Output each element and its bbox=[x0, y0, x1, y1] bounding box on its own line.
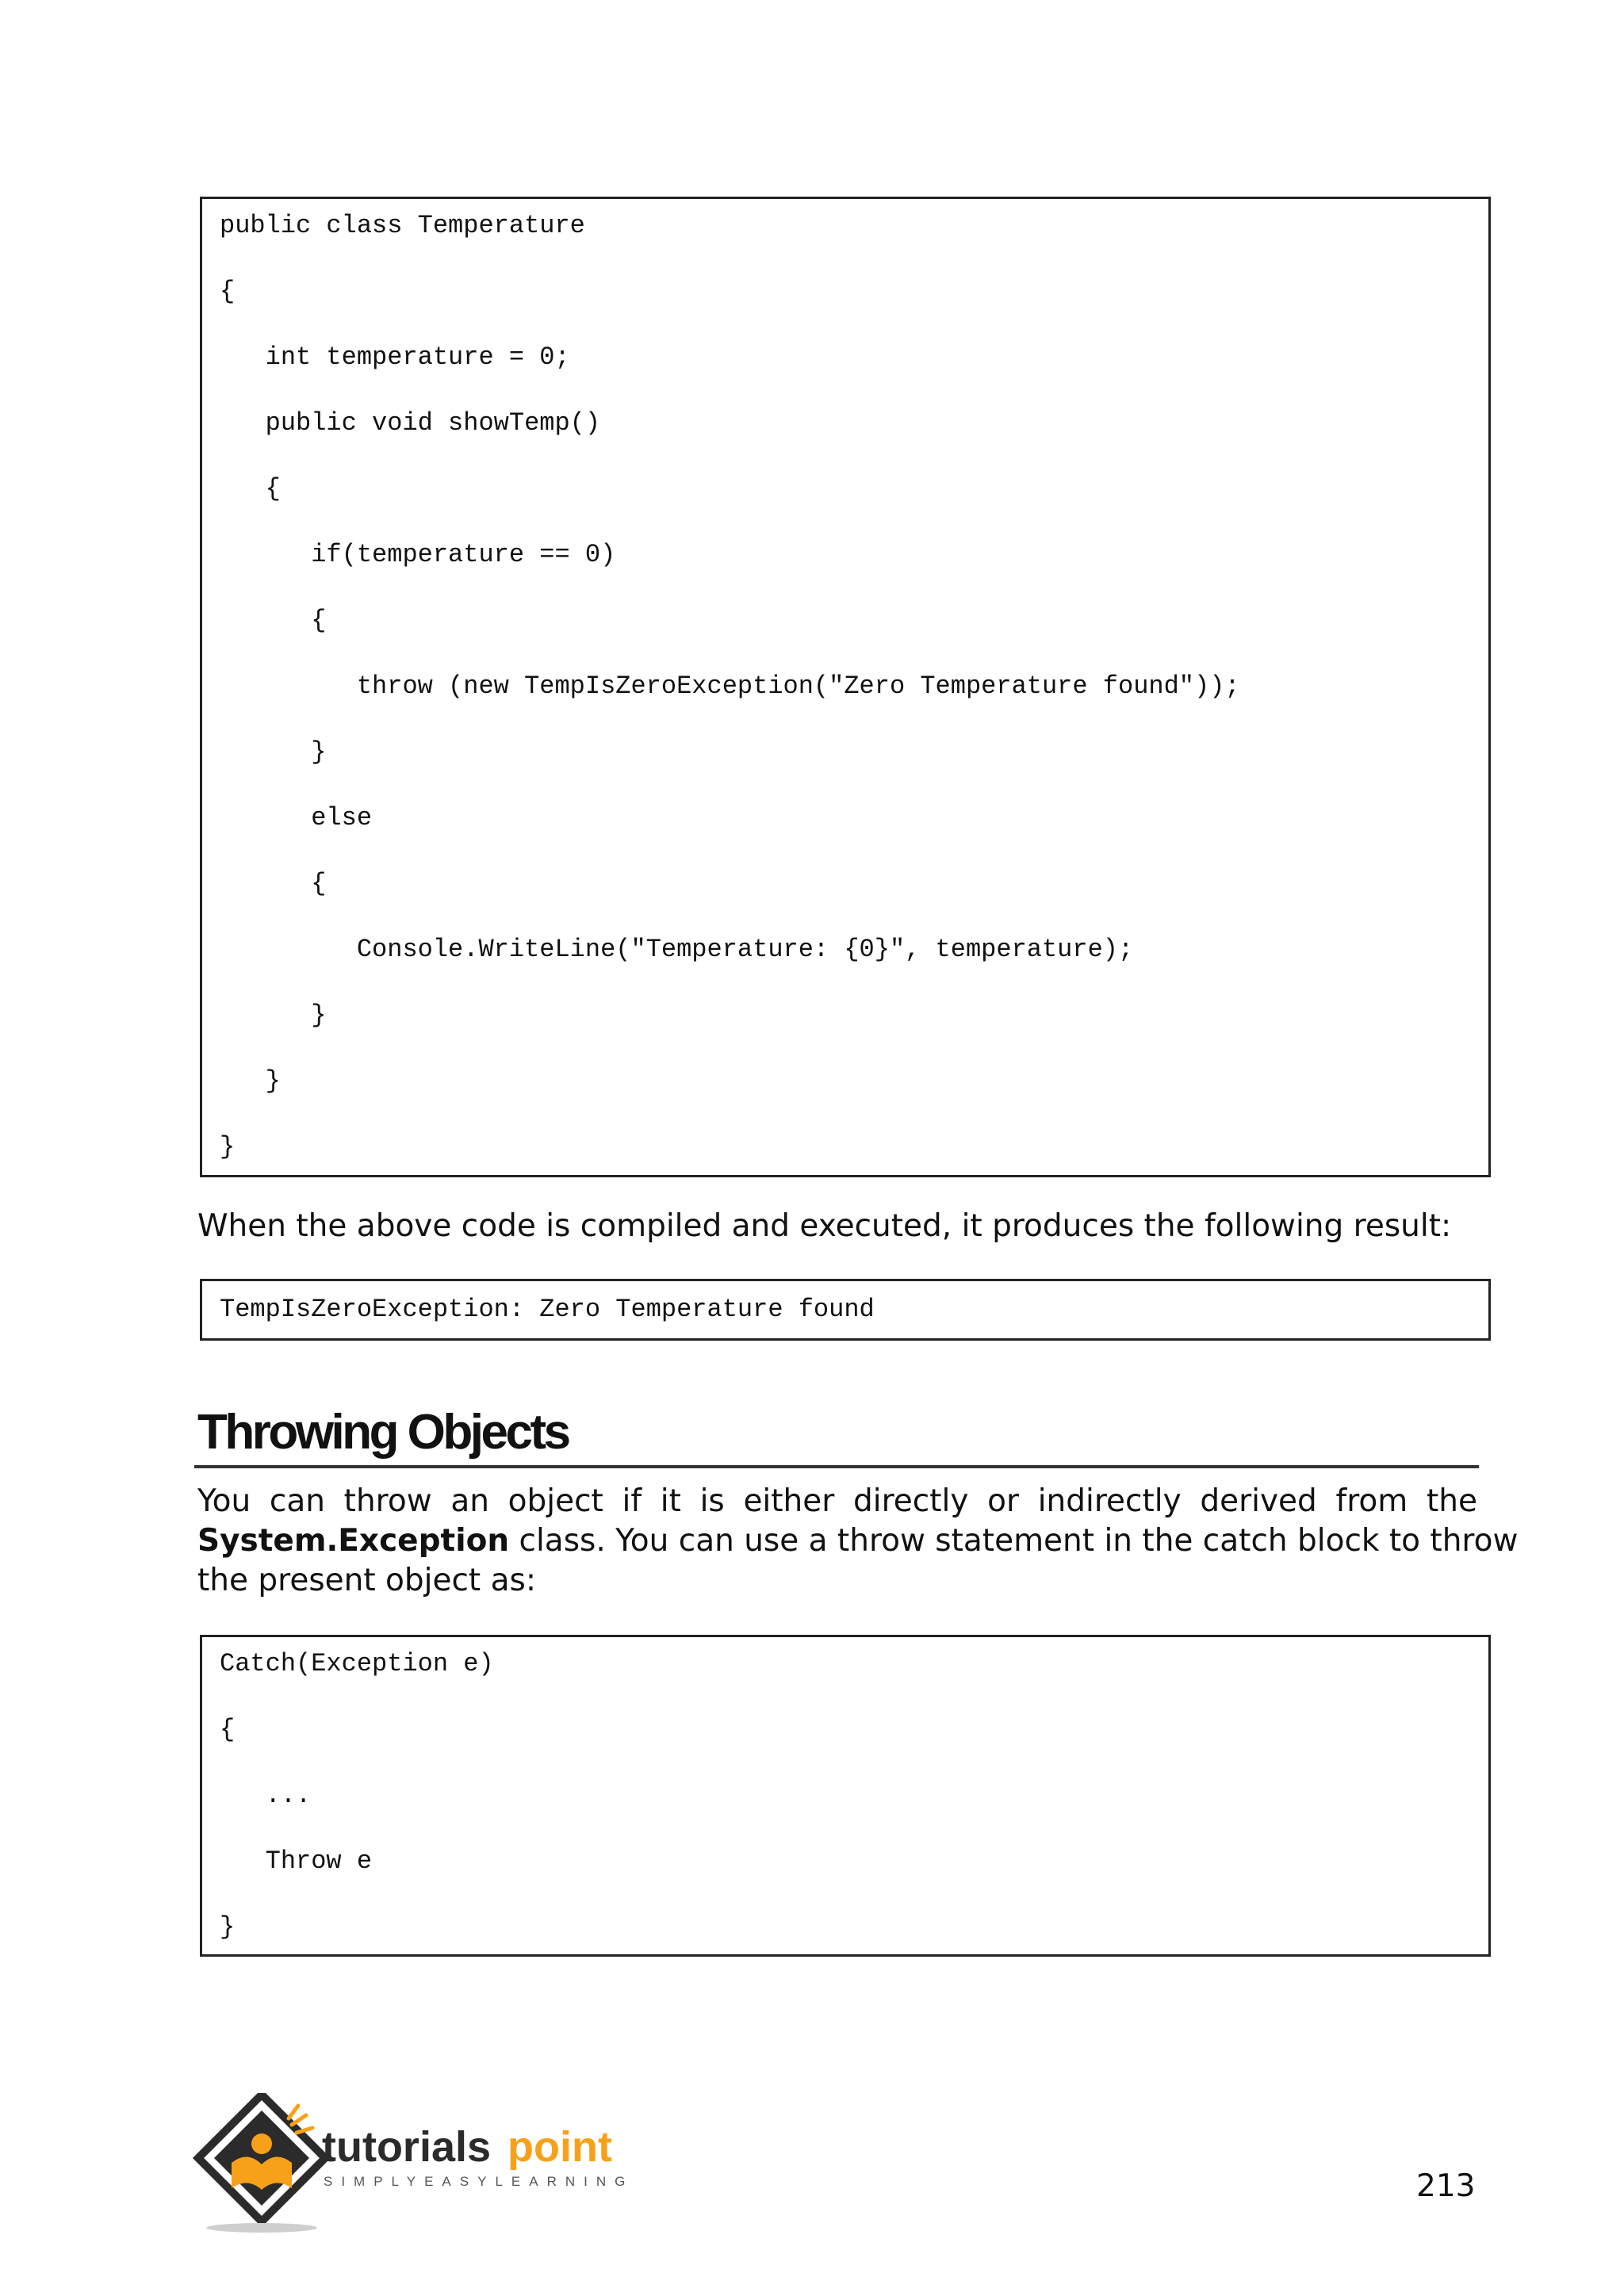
code-line: } bbox=[220, 1132, 236, 1161]
code-line: Console.WriteLine("Temperature: {0}", temperature); bbox=[220, 935, 1134, 964]
section-heading: Throwing Objects bbox=[197, 1405, 569, 1460]
word: object bbox=[508, 1483, 603, 1519]
code-line: int temperature = 0; bbox=[220, 342, 570, 372]
word: either bbox=[743, 1483, 835, 1519]
section-paragraph bbox=[197, 1482, 1519, 1601]
code-line: Throw e bbox=[220, 1846, 373, 1876]
paragraph-line-1 bbox=[197, 1482, 1477, 1521]
paragraph-line-2 bbox=[197, 1521, 1519, 1561]
tutorialspoint-logo bbox=[190, 2093, 650, 2236]
result-intro-text: When the above code is compiled and executed, it produces the following result: bbox=[197, 1208, 1452, 1244]
word: from bbox=[1335, 1483, 1408, 1519]
code-line: public class Temperature bbox=[220, 211, 585, 240]
code-line: { bbox=[220, 869, 327, 898]
code-block-output bbox=[200, 1279, 1491, 1341]
word: or bbox=[987, 1483, 1020, 1519]
word: You bbox=[197, 1483, 251, 1519]
word: is bbox=[699, 1483, 725, 1519]
heading-underline bbox=[194, 1465, 1479, 1468]
word: it bbox=[660, 1483, 681, 1519]
paragraph-line-3: the present object as: bbox=[197, 1563, 536, 1598]
logo-person-icon bbox=[251, 2133, 272, 2154]
code-line: public void showTemp() bbox=[220, 408, 601, 438]
code-line: } bbox=[220, 1001, 327, 1030]
code-line: { bbox=[220, 277, 236, 306]
code-line: } bbox=[220, 737, 327, 767]
word: can bbox=[269, 1483, 325, 1519]
code-block-catch bbox=[200, 1635, 1491, 1957]
word: derived bbox=[1200, 1483, 1317, 1519]
code-line: TempIsZeroException: Zero Temperature found bbox=[220, 1295, 875, 1324]
word: directly bbox=[853, 1483, 969, 1519]
code-line: throw (new TempIsZeroException("Zero Temperature found")); bbox=[220, 672, 1240, 701]
code-line: else bbox=[220, 803, 373, 832]
logo-wordmark-main: tutorials bbox=[322, 2123, 492, 2171]
word: the bbox=[1426, 1483, 1477, 1519]
class-name-bold: System.Exception bbox=[197, 1523, 510, 1559]
code-line: { bbox=[220, 1715, 236, 1744]
word: indirectly bbox=[1037, 1483, 1182, 1519]
code-line: ... bbox=[220, 1781, 312, 1810]
logo-shadow bbox=[206, 2223, 317, 2233]
code-line: if(temperature == 0) bbox=[220, 540, 616, 569]
code-line: } bbox=[220, 1066, 281, 1096]
word: if bbox=[622, 1483, 642, 1519]
logo-wordmark-accent: point bbox=[508, 2123, 612, 2171]
paragraph-line-2-rest: class. You can use a throw statement in the catch block to throw bbox=[509, 1523, 1519, 1559]
logo-tagline: SIMPLYEASYLEARNING bbox=[324, 2174, 634, 2189]
page-number: 213 bbox=[1416, 2168, 1476, 2204]
code-line: { bbox=[220, 606, 327, 635]
word: an bbox=[450, 1483, 489, 1519]
code-line: } bbox=[220, 1912, 236, 1942]
code-block-temperature-class bbox=[200, 197, 1491, 1177]
code-line: { bbox=[220, 474, 281, 503]
word: throw bbox=[343, 1483, 432, 1519]
code-line: Catch(Exception e) bbox=[220, 1649, 494, 1678]
